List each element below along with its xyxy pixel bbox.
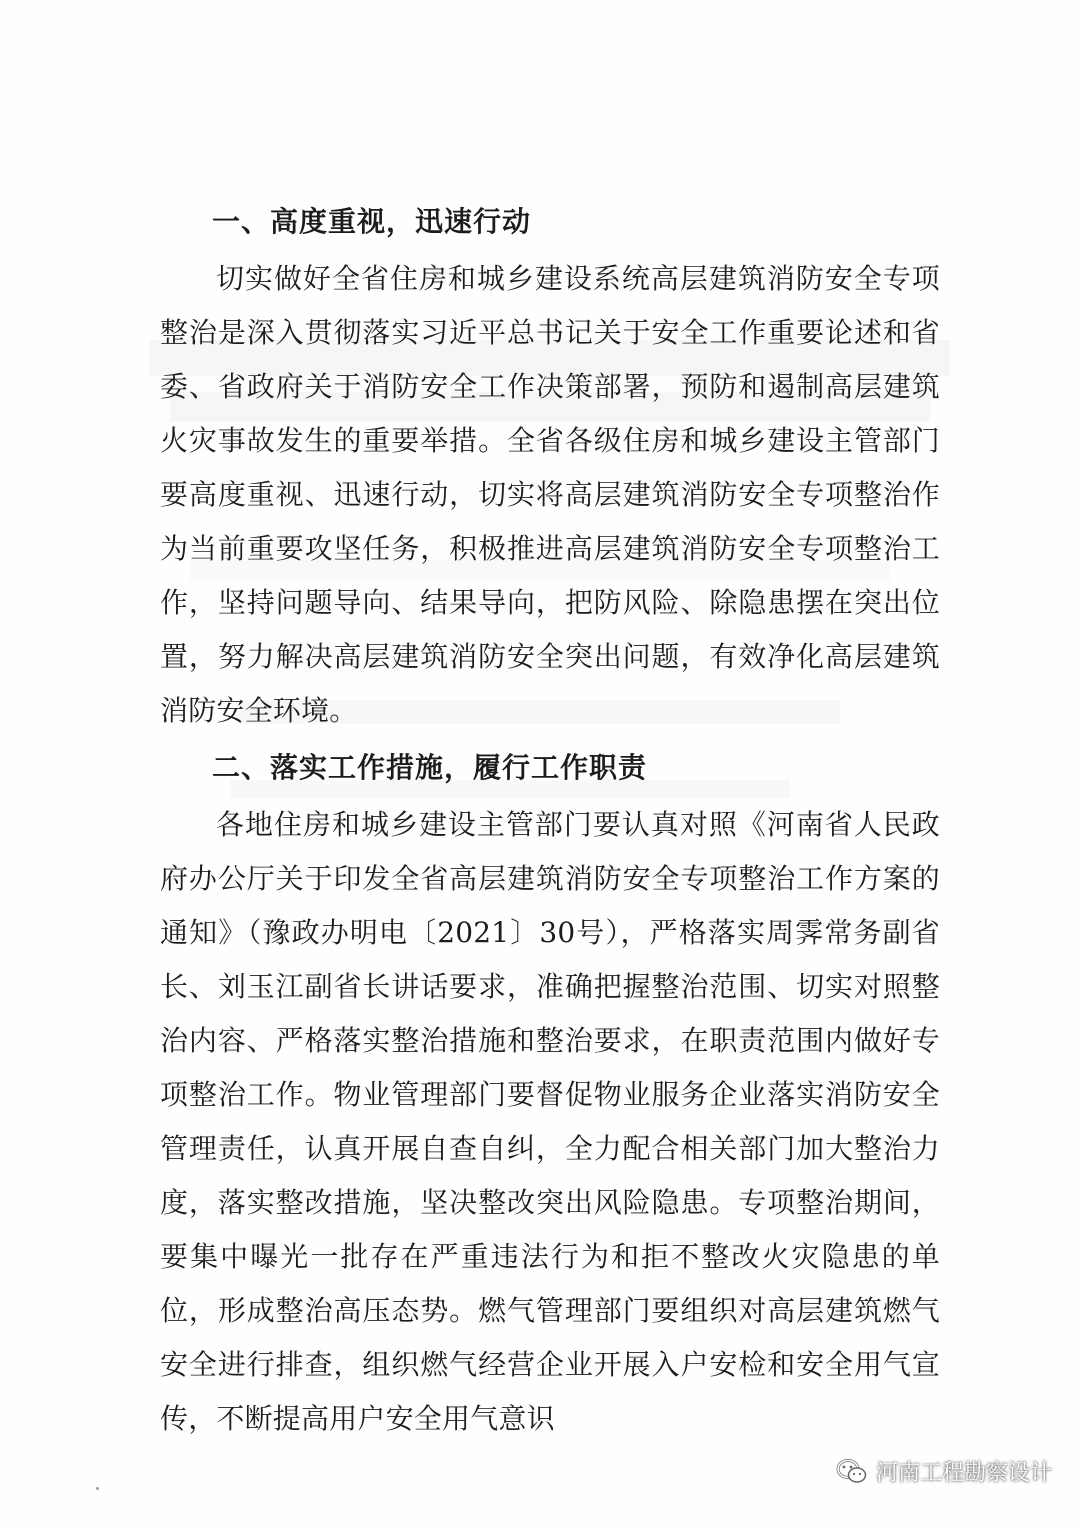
watermark [836,1456,1052,1487]
watermark-text: 河南工程勘察设计 [875,1461,1052,1486]
scan-speck [96,1487,99,1490]
section-heading-1: 一、高度重视，迅速行动 [212,205,532,238]
section-heading-2: 二、落实工作措施，履行工作职责 [212,751,648,784]
document-body [160,190,940,1446]
section-paragraph-1: 切实做好全省住房和城乡建设系统高层建筑消防安全专项整治是深入贯彻落实习近平总书记关于安全工作重要论述和省委、省政府关于消防安全工作决策部署，预防和遏制高层建筑火灾事故发生的重要举措。全省各级住房和城乡建设主管部门要高度重视、迅速行动，切实将高层建筑消防安全专项整治作为当前重要攻坚任务，积极推进高层建筑消防安全专项整治工作，坚持问题导向、结果导向，把防风险、除隐患摆在突出位置，努力解决高层建筑消防安全突出问题，有效净化高层建筑消防安全环境。 [160,262,940,727]
section-paragraph-2: 各地住房和城乡建设主管部门要认真对照《河南省人民政府办公厅关于印发全省高层建筑消防安全专项整治工作方案的通知》（豫政办明电〔2021〕30号），严格落实周霁常务副省长、刘玉江副省长讲话要求，准确把握整治范围、切实对照整治内容、严格落实整治措施和整治要求，在职责范围内做好专项整治工作。物业管理部门要督促物业服务企业落实消防安全管理责任，认真开展自查自纠，全力配合相关部门加大整治力度，落实整改措施，坚决整改突出风险隐患。专项整治期间，要集中曝光一批存在严重违法行为和拒不整改火灾隐患的单位，形成整治高压态势。燃气管理部门要组织对高层建筑燃气安全进行排查，组织燃气经营企业开展入户安检和安全用气宣传，不断提高用户安全用气意识 [160,808,940,1435]
wechat-icon [836,1458,868,1486]
